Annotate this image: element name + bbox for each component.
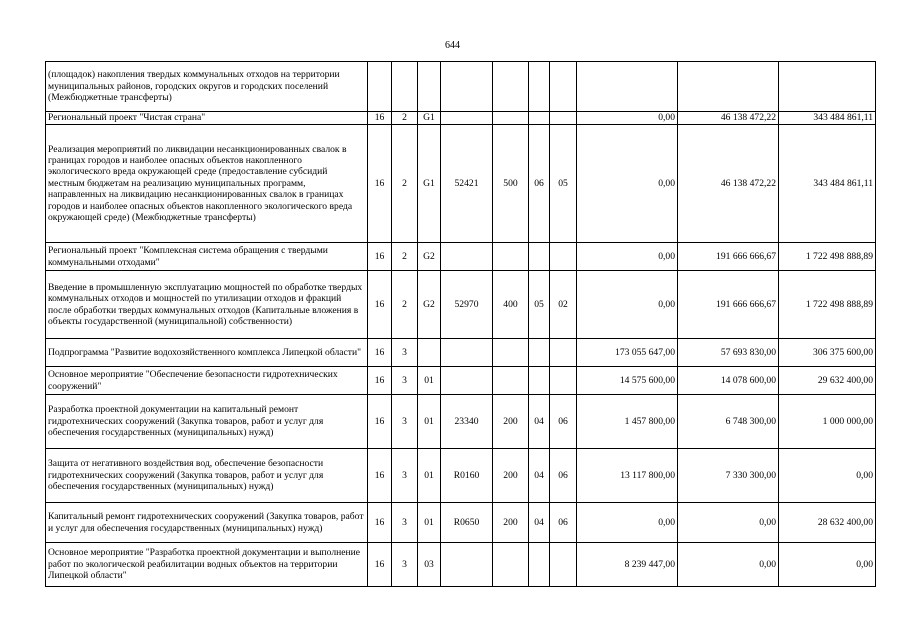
cell-sum-1: 0,00 — [577, 503, 678, 543]
cell-code: R0160 — [441, 449, 493, 503]
page-number: 644 — [445, 40, 460, 51]
row-name: Региональный проект "Комплексная система обращения с твердыми коммунальными отходами" — [46, 243, 368, 271]
cell-gr: 16 — [368, 395, 392, 449]
table-row — [46, 271, 876, 339]
cell-sum-3: 0,00 — [779, 543, 876, 587]
row-name: Подпрограмма "Развитие водохозяйственного комплекса Липецкой области" — [46, 339, 368, 367]
table-row — [46, 243, 876, 271]
table-row — [46, 339, 876, 367]
cell-sum-1: 0,00 — [577, 125, 678, 243]
cell-sum-1: 13 117 800,00 — [577, 449, 678, 503]
cell-rz — [529, 543, 550, 587]
cell-sum-2: 46 138 472,22 — [678, 125, 779, 243]
cell-pz — [550, 112, 577, 125]
table-row — [46, 112, 876, 125]
cell-gr: 16 — [368, 112, 392, 125]
cell-pr: 2 — [392, 243, 418, 271]
cell-rz — [529, 339, 550, 367]
cell-sum-2: 191 666 666,67 — [678, 271, 779, 339]
cell-rz — [529, 62, 550, 112]
cell-sum-3: 343 484 861,11 — [779, 112, 876, 125]
cell-pz: 06 — [550, 503, 577, 543]
cell-pr: 3 — [392, 503, 418, 543]
cell-vr — [493, 243, 529, 271]
cell-program — [418, 62, 441, 112]
cell-vr — [493, 543, 529, 587]
cell-vr — [493, 367, 529, 395]
cell-program: 01 — [418, 367, 441, 395]
cell-code — [441, 339, 493, 367]
cell-sum-3: 28 632 400,00 — [779, 503, 876, 543]
table-row — [46, 395, 876, 449]
cell-vr: 200 — [493, 395, 529, 449]
cell-code — [441, 243, 493, 271]
cell-vr — [493, 112, 529, 125]
cell-code: R0650 — [441, 503, 493, 543]
cell-sum-2: 57 693 830,00 — [678, 339, 779, 367]
cell-rz: 05 — [529, 271, 550, 339]
cell-sum-1: 0,00 — [577, 112, 678, 125]
cell-program — [418, 339, 441, 367]
cell-sum-2: 46 138 472,22 — [678, 112, 779, 125]
cell-pr: 3 — [392, 339, 418, 367]
cell-pz — [550, 339, 577, 367]
cell-gr: 16 — [368, 543, 392, 587]
cell-gr: 16 — [368, 271, 392, 339]
cell-sum-3: 1 722 498 888,89 — [779, 243, 876, 271]
cell-sum-2 — [678, 62, 779, 112]
cell-sum-1: 173 055 647,00 — [577, 339, 678, 367]
cell-code: 52421 — [441, 125, 493, 243]
table-row — [46, 367, 876, 395]
cell-rz — [529, 243, 550, 271]
cell-program: G2 — [418, 271, 441, 339]
row-name: Основное мероприятие "Обеспечение безопасности гидротехнических сооружений" — [46, 367, 368, 395]
cell-pz: 05 — [550, 125, 577, 243]
cell-sum-1: 8 239 447,00 — [577, 543, 678, 587]
cell-pr: 3 — [392, 543, 418, 587]
cell-rz: 06 — [529, 125, 550, 243]
cell-vr: 200 — [493, 449, 529, 503]
cell-rz: 04 — [529, 395, 550, 449]
cell-pr: 2 — [392, 112, 418, 125]
budget-table — [45, 61, 876, 587]
cell-sum-2: 14 078 600,00 — [678, 367, 779, 395]
cell-pr: 2 — [392, 125, 418, 243]
cell-program: 01 — [418, 449, 441, 503]
cell-gr: 16 — [368, 367, 392, 395]
row-name: Капитальный ремонт гидротехнических сооружений (Закупка товаров, работ и услуг для обеспечения государственных (муниципальных) нужд) — [46, 503, 368, 543]
cell-program: 01 — [418, 395, 441, 449]
row-name: Разработка проектной документации на капитальный ремонт гидротехнических сооружений (Закупка товаров, работ и услуг для обеспечения государственных (муниципальных) нужд) — [46, 395, 368, 449]
cell-sum-2: 7 330 300,00 — [678, 449, 779, 503]
cell-pz — [550, 62, 577, 112]
table-row — [46, 503, 876, 543]
cell-gr: 16 — [368, 503, 392, 543]
cell-code — [441, 367, 493, 395]
cell-gr: 16 — [368, 243, 392, 271]
cell-pz — [550, 367, 577, 395]
cell-sum-3 — [779, 62, 876, 112]
cell-pz — [550, 543, 577, 587]
table-row — [46, 125, 876, 243]
row-name: Реализация мероприятий по ликвидации несанкционированных свалок в границах городов и наиболее опасных объектов накопленного экологического вреда окружающей среде (предоставление субсидий местным бюджетам на реализацию муниципальных программ, направленных на ликвидацию несанкционированных свалок в границах городов и наиболее опасных объектов накопленного экологического вреда окружающей среде) (Межбюджетные трансферты) — [46, 125, 368, 243]
cell-sum-1: 0,00 — [577, 243, 678, 271]
cell-vr — [493, 339, 529, 367]
cell-sum-3: 29 632 400,00 — [779, 367, 876, 395]
cell-sum-2: 6 748 300,00 — [678, 395, 779, 449]
cell-vr — [493, 62, 529, 112]
cell-pr — [392, 62, 418, 112]
table-row — [46, 62, 876, 112]
row-name: Региональный проект "Чистая страна" — [46, 112, 368, 125]
cell-gr: 16 — [368, 339, 392, 367]
cell-sum-3: 1 000 000,00 — [779, 395, 876, 449]
row-name: Введение в промышленную эксплуатацию мощностей по обработке твердых коммунальных отходов и мощностей по утилизации отходов и фракций после обработки твердых коммунальных отходов (Капитальные вложения в объекты государственной (муниципальной) собственности) — [46, 271, 368, 339]
cell-vr: 500 — [493, 125, 529, 243]
cell-sum-3: 0,00 — [779, 449, 876, 503]
cell-pz — [550, 243, 577, 271]
cell-program: G1 — [418, 125, 441, 243]
cell-gr: 16 — [368, 125, 392, 243]
table-row — [46, 543, 876, 587]
cell-rz — [529, 367, 550, 395]
cell-rz — [529, 112, 550, 125]
cell-code: 23340 — [441, 395, 493, 449]
row-name: (площадок) накопления твердых коммунальных отходов на территории муниципальных районов, городских округов и городских поселений (Межбюджетные трансферты) — [46, 62, 368, 112]
cell-code: 52970 — [441, 271, 493, 339]
cell-pz: 06 — [550, 449, 577, 503]
cell-program: 03 — [418, 543, 441, 587]
cell-code — [441, 112, 493, 125]
cell-vr: 200 — [493, 503, 529, 543]
cell-pr: 3 — [392, 449, 418, 503]
cell-program: G1 — [418, 112, 441, 125]
cell-sum-2: 191 666 666,67 — [678, 243, 779, 271]
cell-sum-3: 306 375 600,00 — [779, 339, 876, 367]
cell-program: 01 — [418, 503, 441, 543]
cell-sum-2: 0,00 — [678, 543, 779, 587]
cell-sum-2: 0,00 — [678, 503, 779, 543]
cell-rz: 04 — [529, 503, 550, 543]
cell-sum-1: 0,00 — [577, 271, 678, 339]
cell-code — [441, 543, 493, 587]
cell-sum-3: 343 484 861,11 — [779, 125, 876, 243]
cell-pz: 06 — [550, 395, 577, 449]
cell-pr: 3 — [392, 395, 418, 449]
cell-pr: 3 — [392, 367, 418, 395]
cell-sum-1: 1 457 800,00 — [577, 395, 678, 449]
cell-gr — [368, 62, 392, 112]
cell-sum-3: 1 722 498 888,89 — [779, 271, 876, 339]
cell-vr: 400 — [493, 271, 529, 339]
row-name: Основное мероприятие "Разработка проектной документации и выполнение работ по экологической реабилитации водных объектов на территории Липецкой области" — [46, 543, 368, 587]
cell-program: G2 — [418, 243, 441, 271]
cell-sum-1 — [577, 62, 678, 112]
cell-gr: 16 — [368, 449, 392, 503]
table-row — [46, 449, 876, 503]
row-name: Защита от негативного воздействия вод, обеспечение безопасности гидротехнических сооружений (Закупка товаров, работ и услуг для обеспечения государственных (муниципальных) нужд) — [46, 449, 368, 503]
cell-pz: 02 — [550, 271, 577, 339]
cell-sum-1: 14 575 600,00 — [577, 367, 678, 395]
cell-rz: 04 — [529, 449, 550, 503]
cell-pr: 2 — [392, 271, 418, 339]
cell-code — [441, 62, 493, 112]
